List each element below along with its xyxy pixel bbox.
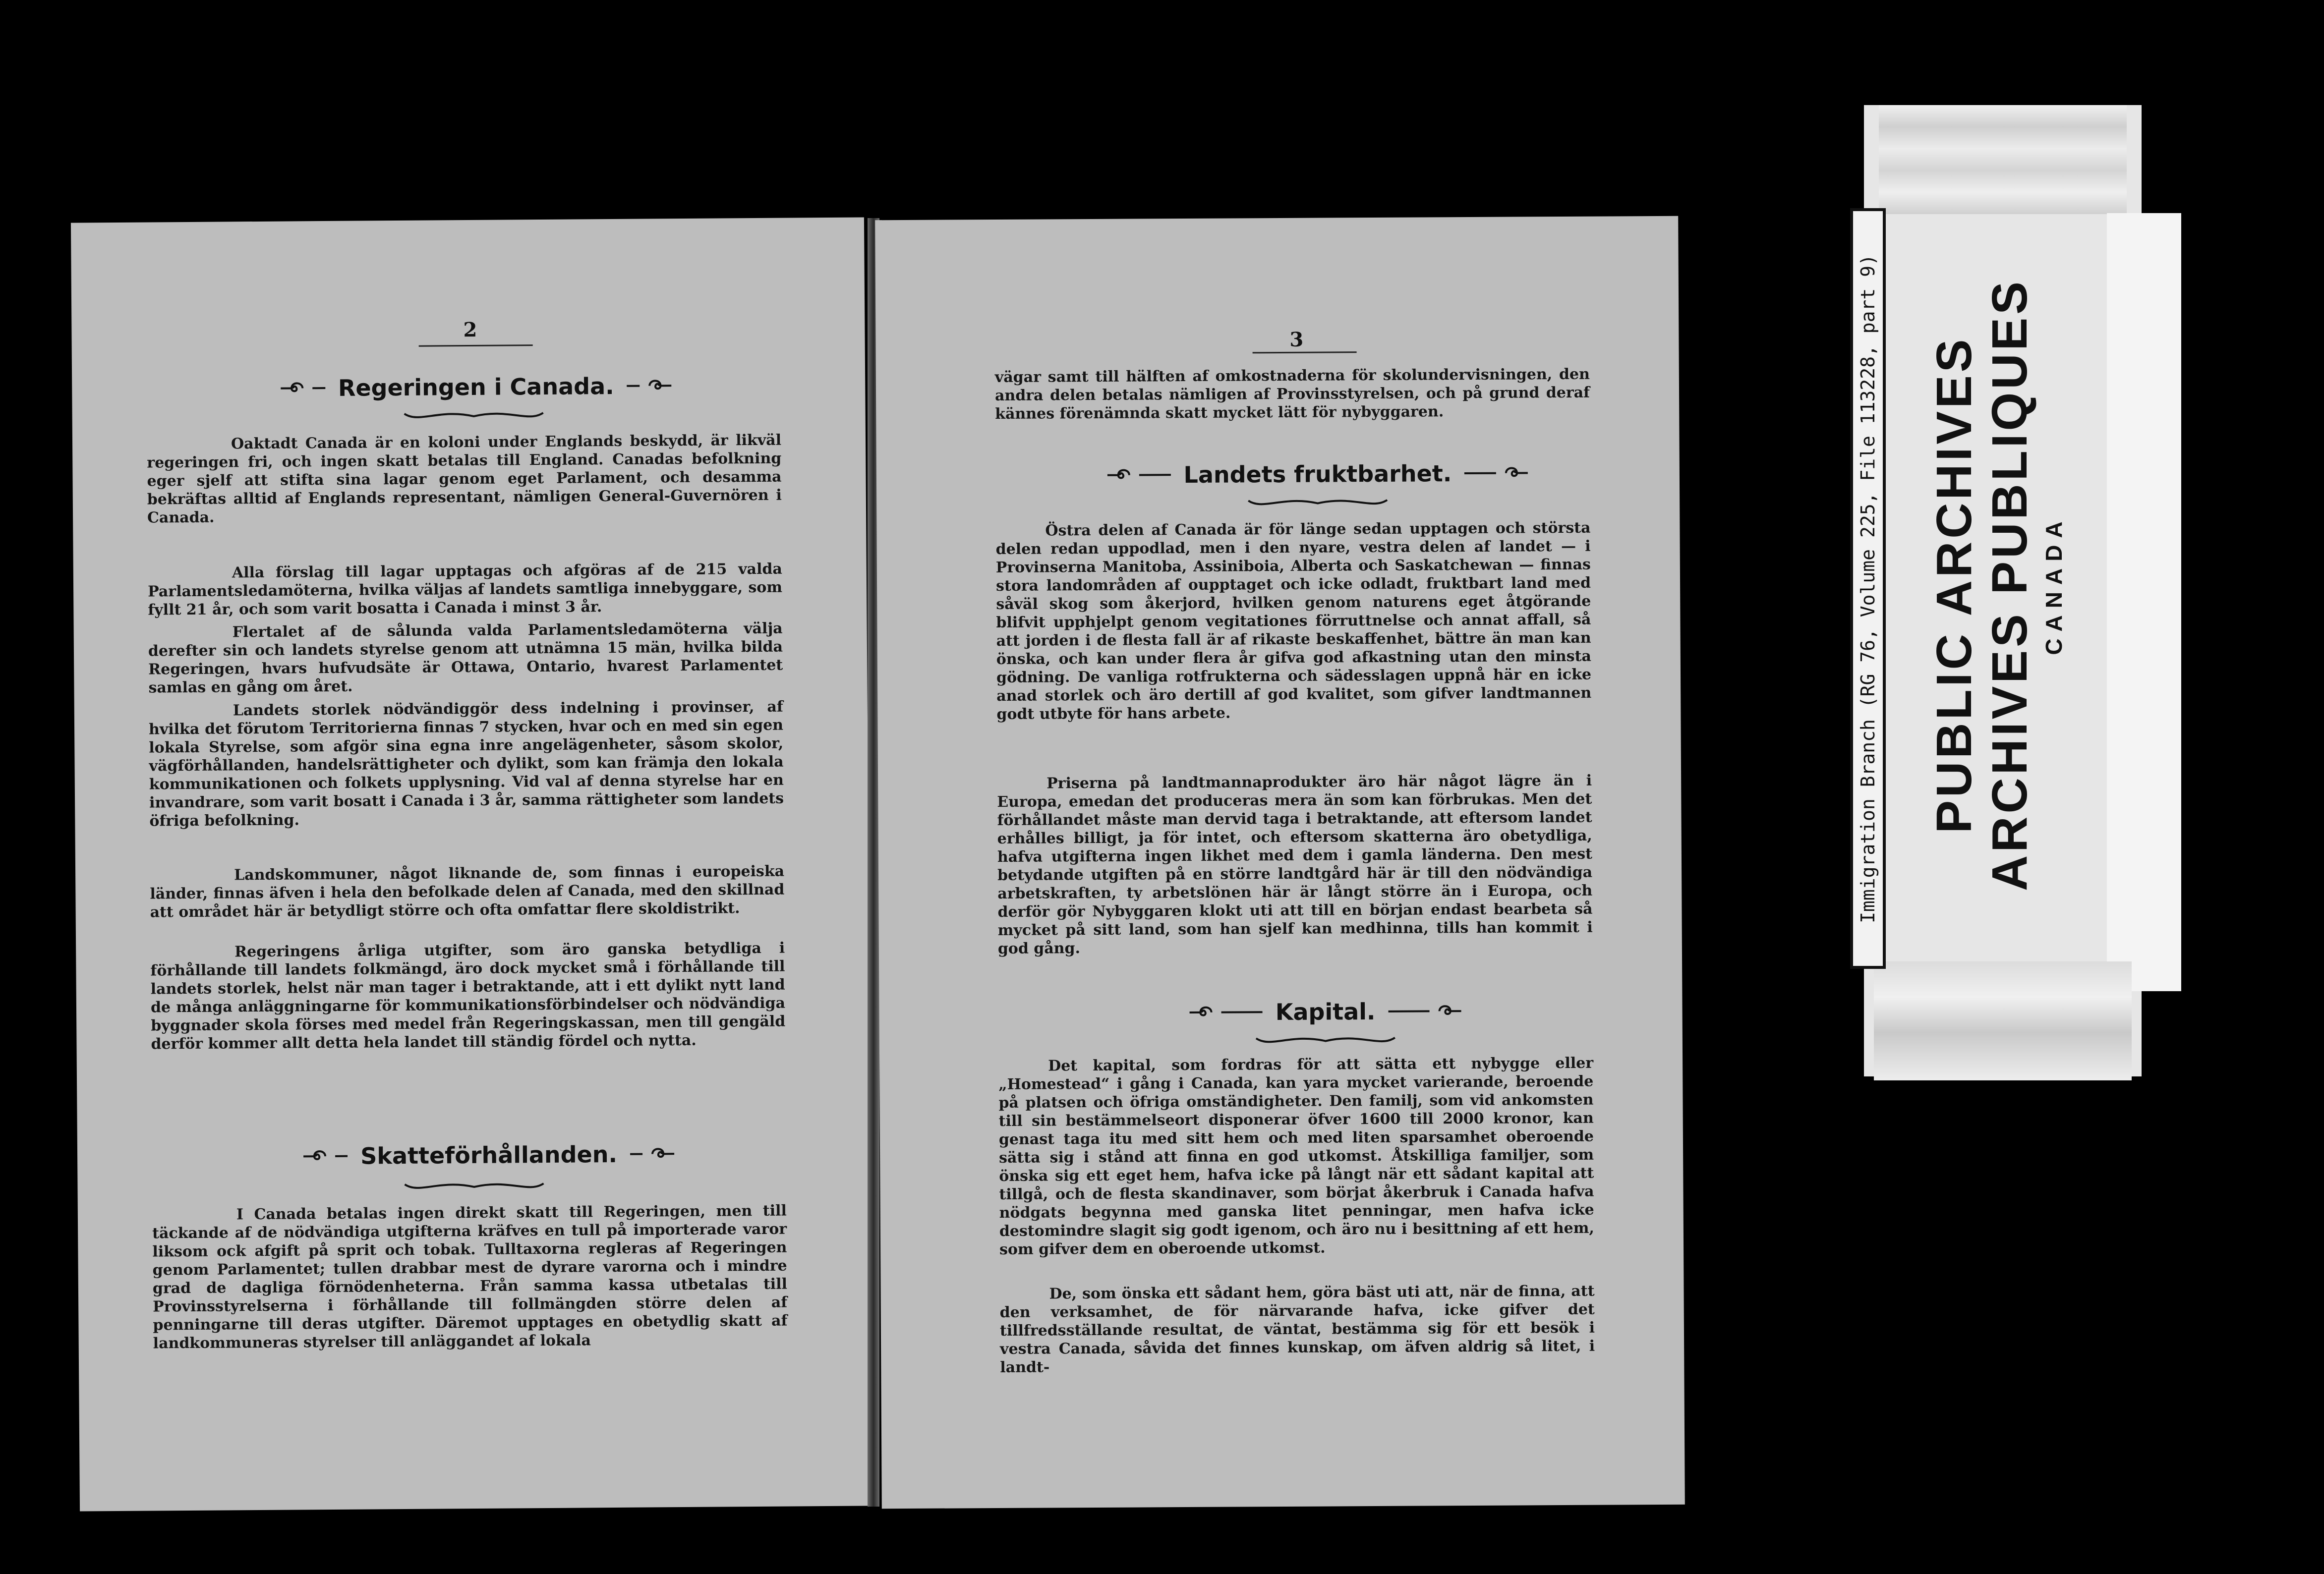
scroll-swirl-icon [1186,1003,1214,1022]
section-heading-regeringen [278,372,674,402]
paragraph: I Canada betalas ingen direkt skatt till Regeringen, men till täckande af de nödvändiga utgifterna kräfves en tull på importerade varor liksom ock afgift på sprit och tobak. Tulltaxorna regleras af Regeringen genom Parlamentet; tullen drabbar mest de dyrare varorna och i mindre grad de dagliga förnödenheterna. Från samma kassa utbetalas till Provinsstyrelserna i förhållande till follmängden större delen af penningarne till deras utgifter. Däremot upptages en obetydlig skatt af landkommuneras styrelser till anläggandet af lokala [152,1202,788,1352]
section-heading-fruktbarhet [1104,459,1531,489]
scroll-swirl-icon [1503,463,1531,483]
paragraph: Landets storlek nödvändiggör dess indelning i provinser, af hvilka det förutom Territorierna finnas 7 stycken, hvar och en med sin egen lokala Styrelse, som afgör sina egna inre angelägenheter, såsom skolor, vägförhållanden, handelsrättigheter och dylikt, som kan främja den lokala kommunikationen och folkets upplysning. Vid val af denna styrelse har en invandrare, som varit bosatt i Canada i 3 år, samma rättigheter som landets öfriga befolkning. [148,698,784,830]
page-number-rule [419,344,533,347]
heading-rule [335,1155,348,1157]
archive-label-top-edge [1879,105,2127,214]
archive-label-bottom-edge [1874,961,2132,1080]
heading-rule [1464,472,1496,474]
heading-rule [1139,474,1171,476]
stamp-line-public-archives: PUBLIC ARCHIVES [1926,336,1982,834]
page-number: 3 [1289,328,1304,351]
ornament-underline-icon [400,408,548,424]
paragraph: Alla förslag till lagar upptagas och afgöras af de 215 valda Parlamentsledamöterna, hvilka väljas af landets samtliga innebyggare, som fyllt 21 år, och som varit bosatta i Canada i minst 3 år. [148,560,783,619]
page-number: 2 [463,318,477,342]
scroll-swirl-icon [646,376,674,395]
section-heading-skatteforhallanden [300,1140,677,1170]
paragraph: Priserna på landtmannaprodukter äro här något lägre än i Europa, emedan det produceras mera än som kan förbrukas. Men det förhållandet måste man dervid taga i betraktande, att eftersom landet erhålles billigt, ja för intet, och eftersom skatterna äro obetydliga, hafva utgifterna ingen likhet med dem i gamla länderna. Den mest betydande utgiften på en större landtgård här är till den nödvändiga arbetskraften, ty arbetslönen här är långt större än i Europa, och derför gör Nybyggaren klokt uti att till en början endast bearbeta så mycket på sitt land, som han sjelf kan medhinna, tills han kommit i god gång. [997,772,1593,957]
scroll-swirl-icon [300,1146,328,1166]
paragraph-continuation: vägar samt till hälften af omkostnaderna för skolundervisningen, den andra delen betalas nämligen af Provinsstyrelsen, och på grund deraf kännes förenämnda skatt mycket lätt för nybyggaren. [994,365,1590,423]
paragraph: Oaktadt Canada är en koloni under Englands beskydd, är likväl regeringen fri, och ingen skatt betalas till England. Canadas befolkning eger sjelf att stifta sina lagar genom eget Parlament, och desamma bekräftas alltid af Englands representant, nämligen General-Guvernören i Canada. [147,431,782,527]
paragraph: Flertalet af de sålunda valda Parlamentsledamöterna välja derefter sin och landets styrelse genom att utnämna 15 män, hvilka bilda Regeringen, hvars hufvudsäte är Ottawa, Ontario, hvarest Parlamentet samlas en gång om året. [148,619,783,697]
scroll-swirl-icon [1436,1001,1464,1021]
paragraph: Det kapital, som fordras för att sätta ett nybygge eller „Homestead“ i gång i Canada, kan yara mycket varierande, beroende på platsen och öfriga omständigheter. Den familj, som vid ankomsten till sin bestämmelseort disponerar öfver 1600 till 2000 kronor, kan genast taga itu med sitt hem och med liten sparsamhet oberoende sätta sig i stånd att finna en god utkomst. Åtskilliga familjer, som önska sig ett eget hem, hafva icke på långt när ett sådant kapital att tillgå, och de flesta skandinaver, som börjat åkerbruk i Canada hafva nödgats begynna med ganska litet penningar, men hafva icke destomindre slagit sig godt igenom, och äro nu i besittning af ett hem, som gifver dem en oberoende utkomst. [998,1054,1594,1258]
ornament-underline-icon [1243,495,1392,511]
ornament-underline-icon [1251,1033,1400,1049]
section-heading-text: Skatteförhållanden. [360,1140,618,1170]
paragraph: Regeringens årliga utgifter, som äro ganska betydliga i förhållande till landets folkmängd, äro dock mycket små i förhållande till landets storlek, helst när man tager i betraktande, att i ett dylikt nytt land de många anläggningarne för kommunikationsförbindelser och nödvändiga byggnader skola förses med medel från Regeringskassan, men till gengäld derför kommer allt detta hela landet till ständig fördel och nytta. [150,939,786,1053]
stamp-line-archives-publiques: ARCHIVES PUBLIQUES [1982,279,2037,891]
paragraph: Landskommuner, något liknande de, som finnas i europeiska länder, finnas äfven i hela den befolkade delen af Canada, med den skillnad att området här är betydligt större och ofta omfattar flere skoldistrikt. [150,862,785,921]
scroll-swirl-icon [278,378,305,398]
section-heading-text: Kapital. [1275,998,1376,1026]
section-heading-text: Landets fruktbarhet. [1183,460,1452,489]
archive-label-tab [2107,213,2181,991]
archive-reference-strip [1850,208,1886,969]
paragraph: Östra delen af Canada är för länge sedan upptagen och största delen redan uppodlad, men i den nyare, vestra delen af landet — i Provinserna Manitoba, Assiniboia, Alberta och Saskatchewan — finnas stora landområden af oupptaget och icke odladt, fruktbart land med såväl skog som åkerjord, hvilken genom naturens eget åtgörande blifvit upphjelpt genom vegitationes förruttnelse och annat affall, så att jorden i de flesta fall är af rikaste beskaffenhet, bättre än man kan önska, och kan under flera år gifva god afkastning utan den minsta gödning. De vanliga rotfrukterna och sädesslagen uppnå här en icke anad storlek och äro dertill af god kvalitet, som gifver landtmannen godt utbyte för hans arbete. [995,519,1592,723]
archive-stamp [1893,213,2101,956]
section-heading-text: Regeringen i Canada. [338,372,614,401]
stamp-line-canada: CANADA [2041,514,2067,655]
heading-rule [627,385,640,387]
scroll-swirl-icon [649,1144,677,1164]
scroll-swirl-icon [1104,465,1132,485]
archive-reference-text: Immigration Branch (RG 76, Volume 225, File 113228, part 9) [1857,254,1879,923]
paragraph: De, som önska ett sådant hem, göra bäst uti att, när de finna, att den verksamhet, de för närvarande hafva, icke gifver det tillfredsställande resultat, de väntat, bestämma sig för ett besök i vestra Canada, såvida det finnes kunskap, om äfven aldrig så litet, i landt- [999,1282,1595,1376]
archive-stamp-text [1926,279,2067,891]
page-number-rule [1253,351,1357,353]
heading-rule [630,1153,642,1155]
ornament-underline-icon [400,1179,548,1194]
left-page [71,217,873,1511]
heading-rule [1388,1010,1429,1012]
heading-rule [1221,1011,1263,1013]
heading-rule [312,387,325,389]
section-heading-kapital [1186,998,1464,1026]
right-page [875,216,1685,1509]
